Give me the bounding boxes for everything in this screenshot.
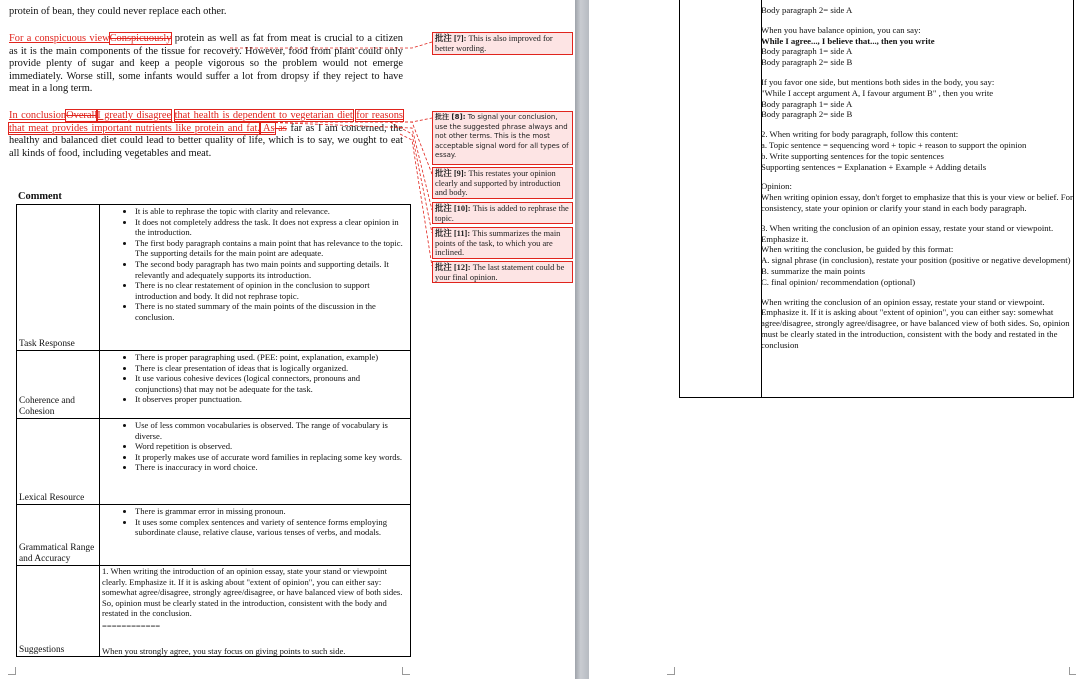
text-line: a. Topic sentence = sequencing word + topic + reason to support the opinion [761, 139, 1027, 150]
criteria-label: Grammatical Range and Accuracy [17, 505, 100, 566]
text-line: When you have balance opinion, you can say: [761, 24, 921, 35]
criteria-label: Lexical Resource [17, 419, 100, 505]
deleted-text: Overall [66, 110, 98, 121]
paragraph-top-line: protein of bean, they could never replace each other. [9, 6, 227, 17]
suggestion-separator: ============ [102, 620, 161, 631]
text-line: Body paragraph 2= side B [761, 109, 853, 120]
text-line: Supporting sentences = Explanation + Example + Adding details [761, 161, 987, 172]
criteria-label: Coherence and Cohesion [17, 351, 100, 419]
criteria-details [100, 419, 411, 505]
criteria-label: Suggestions [17, 566, 100, 657]
page-corner-mark [8, 667, 16, 675]
text-line: Body paragraph 2= side B [761, 57, 853, 68]
suggestions-continued [761, 5, 1073, 351]
text-line: When writing the conclusion of an opinion essay, restate your stand or viewpoint. Emphasize it. If it is asking about "extent of opinion", you can either say: somewhat agree/disagree, strongly agree/disagree, or have balanced view of both sides. So, opinion must be clearly stated in the introduction, consistent with the body and restated in the conclusion [761, 296, 1070, 350]
document-page-right [589, 0, 1076, 679]
inserted-text: In conclusion [9, 110, 67, 121]
criteria-label: Task Response [17, 205, 100, 351]
list-item: • The second body paragraph has two main points and supporting details. It relevantly and adequately supports its introduction. [135, 259, 408, 280]
table-row [17, 351, 411, 419]
text-line: b. Write supporting sentences for the topic sentences [761, 150, 944, 161]
text-line: Body paragraph 1= side A [761, 46, 853, 57]
page-gutter [575, 0, 589, 679]
page-corner-mark [1069, 667, 1076, 675]
text-line: 3. When writing the conclusion of an opinion essay, restate your stand or viewpoint. Emphasize it. [761, 222, 1054, 244]
deleted-text: as [274, 122, 287, 134]
comment-balloon-7[interactable]: 批注 [7]: This is also improved for better wording. [432, 32, 573, 55]
text-line: B. summarize the main points [761, 265, 865, 276]
comment-balloon-11[interactable]: 批注 [11]: This summarizes the main points of the task, to which you are inclined. [432, 227, 573, 259]
page-corner-mark [667, 667, 675, 675]
text-line: If you favor one side, but mentions both sides in the body, you say: [761, 76, 995, 87]
text-line: Body paragraph 2= side A [761, 5, 853, 15]
table-row [17, 419, 411, 505]
text-line: "While I accept argument A, I favour argument B" , then you write [761, 87, 994, 98]
criteria-details [100, 351, 411, 419]
inserted-text: I greatly disagree [97, 110, 172, 121]
criteria-details [100, 205, 411, 351]
comment-balloon-10[interactable]: 批注 [10]: This is added to rephrase the topic. [432, 202, 573, 224]
page-corner-mark [402, 667, 410, 675]
list-item: • Use of less common vocabularies is observed. The range of vocabulary is diverse. [135, 420, 408, 441]
comment-balloon-8[interactable]: 批注 [8]: To signal your conclusion, use the suggested phrase always and not other terms. This is the most acceptable signal word for all types of essay. [432, 111, 573, 165]
inserted-text: for reasons that meat provides important nutrients like protein and fat. [9, 110, 403, 134]
text-line: While I agree..., I believe that..., then you write [761, 35, 935, 46]
list-item: • It uses some complex sentences and variety of sentence forms employing subordinate clause, relative clause, various tenses of verbs, and modals. [135, 517, 408, 538]
comment-heading: Comment [18, 191, 62, 202]
deleted-text: Conspicuously [109, 33, 172, 44]
text-line: When writing opinion essay, don't forget to emphasize that this is your view or belief. For consistency, state your opinion or clarify your stand in each body paragraph. [761, 192, 1073, 213]
suggestion-text: 1. When writing the introduction of an opinion essay, state your stand or viewpoint clearly. Emphasize it. If it is asking about "extent of opinion", you can either say: somewhat agree/disagree, strongly agree/disagree, or have balanced view of both sides. So, opinion must be clearly stated in the introduction, consistent with the body and restated in the conclusion. [102, 566, 403, 619]
text-line: When writing the conclusion, be guided by this format: [761, 244, 954, 255]
list-item: • It use various cohesive devices (logical connectors, pronouns and conjunctions) that may not be adequate for the task. [135, 373, 408, 394]
paragraph-text: far as I am concerned, the healthy and balanced diet could lead to better quality of life, which is to say, we ought to eat all kinds of food, including vegetables and meat. [9, 122, 403, 159]
text-line: C. final opinion/ recommendation (optional) [761, 276, 916, 287]
table-row [17, 205, 411, 351]
list-item: • There is grammar error in missing pronoun. [135, 506, 408, 517]
suggestions-details [100, 566, 411, 657]
comment-balloon-9[interactable]: 批注 [9]: This restates your opinion clearly and supported by introduction and body. [432, 167, 573, 199]
paragraph-text: protein as well as fat from meat is crucial to a citizen as it is the main components of the tissue for recovery. However, food from plant could only provide plenty of sugar and keep a people vigorous so the problem would not emerge immediately. Worse still, some infants would suffer a lot from dropsy if they reject to have meat in a long term. [9, 33, 403, 95]
list-item: • Word repetition is observed. [135, 441, 408, 452]
list-item: • There is proper paragraphing used. (PEE: point, explanation, example) [135, 352, 408, 363]
list-item: • It properly makes use of accurate word families in replacing some key words. [135, 452, 408, 463]
list-item: • There is clear presentation of ideas that is logically organized. [135, 363, 408, 374]
suggestion-text: When you strongly agree, you stay focus on giving points to such side. [102, 645, 346, 656]
criteria-details [100, 505, 411, 566]
text-line: 2. When writing for body paragraph, follow this content: [761, 129, 959, 140]
list-item: • There is no stated summary of the main points of the discussion in the conclusion. [135, 301, 408, 322]
table-row [17, 505, 411, 566]
text-line: A. signal phrase (in conclusion), restate your position (positive or negative development) [761, 255, 1071, 266]
list-item: • The first body paragraph contains a main point that has relevance to the topic. The supporting details for the main point are adequate. [135, 238, 408, 259]
list-item: • It does not completely address the task. It does not express a clear opinion in the introduction. [135, 217, 408, 238]
table-row [17, 566, 411, 657]
list-item: • It observes proper punctuation. [135, 394, 408, 405]
list-item: • It is able to rephrase the topic with clarity and relevance. [135, 206, 408, 217]
inserted-text: As [259, 122, 275, 134]
list-item: • There is inaccuracy in word choice. [135, 462, 408, 473]
inserted-text: that health is dependent to vegetarian diet [174, 110, 353, 121]
paragraph-conclusion [9, 110, 403, 160]
paragraph-body [9, 33, 403, 96]
text-line: Opinion: [761, 181, 792, 192]
comment-table [16, 204, 411, 657]
inserted-text: For a conspicuous view [9, 33, 110, 44]
text-line: Body paragraph 1= side A [761, 98, 853, 109]
list-item: • There is no clear restatement of opinion in the conclusion to support introduction and body. It did not rephrase topic. [135, 280, 408, 301]
comment-balloon-12[interactable]: 批注 [12]: The last statement could be your final opinion. [432, 261, 573, 283]
